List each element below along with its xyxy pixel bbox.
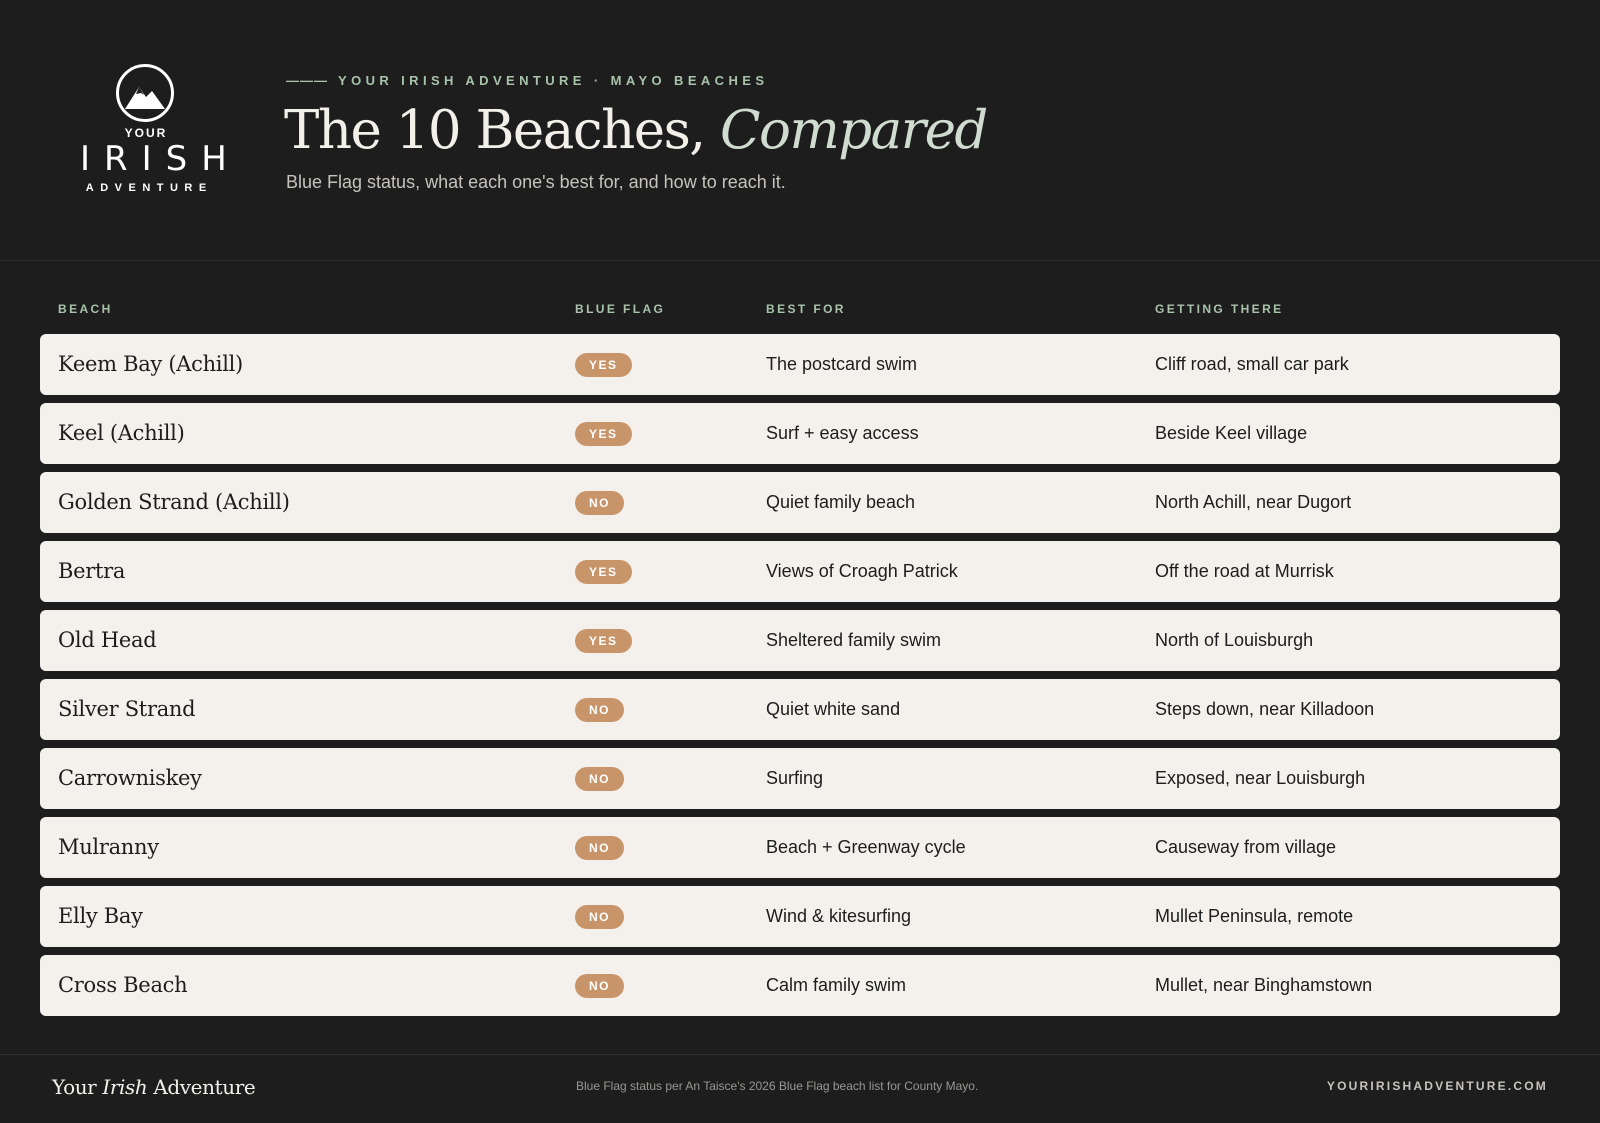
getting-there: Mullet, near Binghamstown <box>1155 975 1373 995</box>
blue-flag-badge: NO <box>575 698 624 722</box>
blue-flag-badge: YES <box>575 629 632 653</box>
page-title <box>284 96 987 166</box>
blue-flag-badge: NO <box>575 836 624 860</box>
blue-flag-badge: NO <box>575 974 624 998</box>
getting-there: Mullet Peninsula, remote <box>1155 906 1354 926</box>
beach-name: Elly Bay <box>58 904 143 928</box>
eyebrow <box>286 73 768 88</box>
table-row <box>40 679 1560 740</box>
beach-name: Golden Strand (Achill) <box>58 490 290 514</box>
blue-flag-badge: NO <box>575 905 624 929</box>
beach-name: Silver Strand <box>58 697 196 721</box>
table-row <box>40 886 1560 947</box>
page-footer <box>0 1054 1600 1123</box>
best-for: Quiet family beach <box>766 492 916 512</box>
footer-website-link[interactable]: YOURIRISHADVENTURE.COM <box>1326 1079 1548 1093</box>
footer-source-note: Blue Flag status per An Taisce's 2026 Blue Flag beach list for County Mayo. <box>576 1079 979 1093</box>
blue-flag-badge: NO <box>575 767 624 791</box>
table-header <box>40 290 1560 328</box>
beach-name: Keel (Achill) <box>58 421 185 445</box>
table-row <box>40 817 1560 878</box>
column-header-beach: BEACH <box>58 302 113 316</box>
best-for: Wind & kitesurfing <box>766 906 912 926</box>
eyebrow-dash: ——— <box>286 73 328 88</box>
table-row <box>40 748 1560 809</box>
footer-brand-irish: Irish <box>102 1075 148 1099</box>
getting-there: Cliff road, small car park <box>1155 354 1349 374</box>
eyebrow-text: YOUR IRISH ADVENTURE · MAYO BEACHES <box>338 73 769 88</box>
beach-name: Old Head <box>58 628 157 652</box>
table-row <box>40 472 1560 533</box>
getting-there: Off the road at Murrisk <box>1155 561 1334 581</box>
blue-flag-badge: YES <box>575 353 632 377</box>
best-for: Calm family swim <box>766 975 907 995</box>
getting-there: North of Louisburgh <box>1155 630 1314 650</box>
beach-name: Mulranny <box>58 835 159 859</box>
best-for: Views of Croagh Patrick <box>766 561 958 581</box>
best-for: The postcard swim <box>766 354 918 374</box>
getting-there: Exposed, near Louisburgh <box>1155 768 1366 788</box>
table-row <box>40 955 1560 1016</box>
beach-name: Bertra <box>58 559 126 583</box>
blue-flag-badge: YES <box>575 422 632 446</box>
page-header <box>0 0 1600 261</box>
footer-brand <box>52 1075 255 1099</box>
getting-there: North Achill, near Dugort <box>1155 492 1352 512</box>
best-for: Beach + Greenway cycle <box>766 837 966 857</box>
getting-there: Beside Keel village <box>1155 423 1308 443</box>
best-for: Surf + easy access <box>766 423 919 443</box>
getting-there: Steps down, near Killadoon <box>1155 699 1375 719</box>
beach-table <box>40 334 1560 1024</box>
table-row <box>40 541 1560 602</box>
brand-logo <box>66 64 241 196</box>
best-for: Surfing <box>766 768 824 788</box>
mountain-icon <box>116 64 174 122</box>
footer-brand-adventure: Adventure <box>153 1075 256 1099</box>
column-header-blue-flag: BLUE FLAG <box>575 302 666 316</box>
logo-text-your: YOUR <box>124 126 168 140</box>
table-row <box>40 334 1560 395</box>
table-row <box>40 403 1560 464</box>
footer-brand-your: Your <box>52 1075 97 1099</box>
best-for: Quiet white sand <box>766 699 901 719</box>
logo-text-adventure: ADVENTURE <box>85 182 213 194</box>
beach-name: Keem Bay (Achill) <box>58 352 243 376</box>
blue-flag-badge: NO <box>575 491 624 515</box>
getting-there: Causeway from village <box>1155 837 1337 857</box>
beach-name: Carrowniskey <box>58 766 202 790</box>
table-row <box>40 610 1560 671</box>
logo-text-irish: IRISH <box>80 139 241 179</box>
beach-name: Cross Beach <box>58 973 188 997</box>
page-title-accent: Compared <box>719 100 987 161</box>
column-header-best-for: BEST FOR <box>766 302 846 316</box>
blue-flag-badge: YES <box>575 560 632 584</box>
column-header-getting-there: GETTING THERE <box>1155 302 1284 316</box>
page-subtitle: Blue Flag status, what each one's best for, and how to reach it. <box>286 172 786 192</box>
best-for: Sheltered family swim <box>766 630 942 650</box>
page-title-main: The 10 Beaches, <box>284 100 705 161</box>
